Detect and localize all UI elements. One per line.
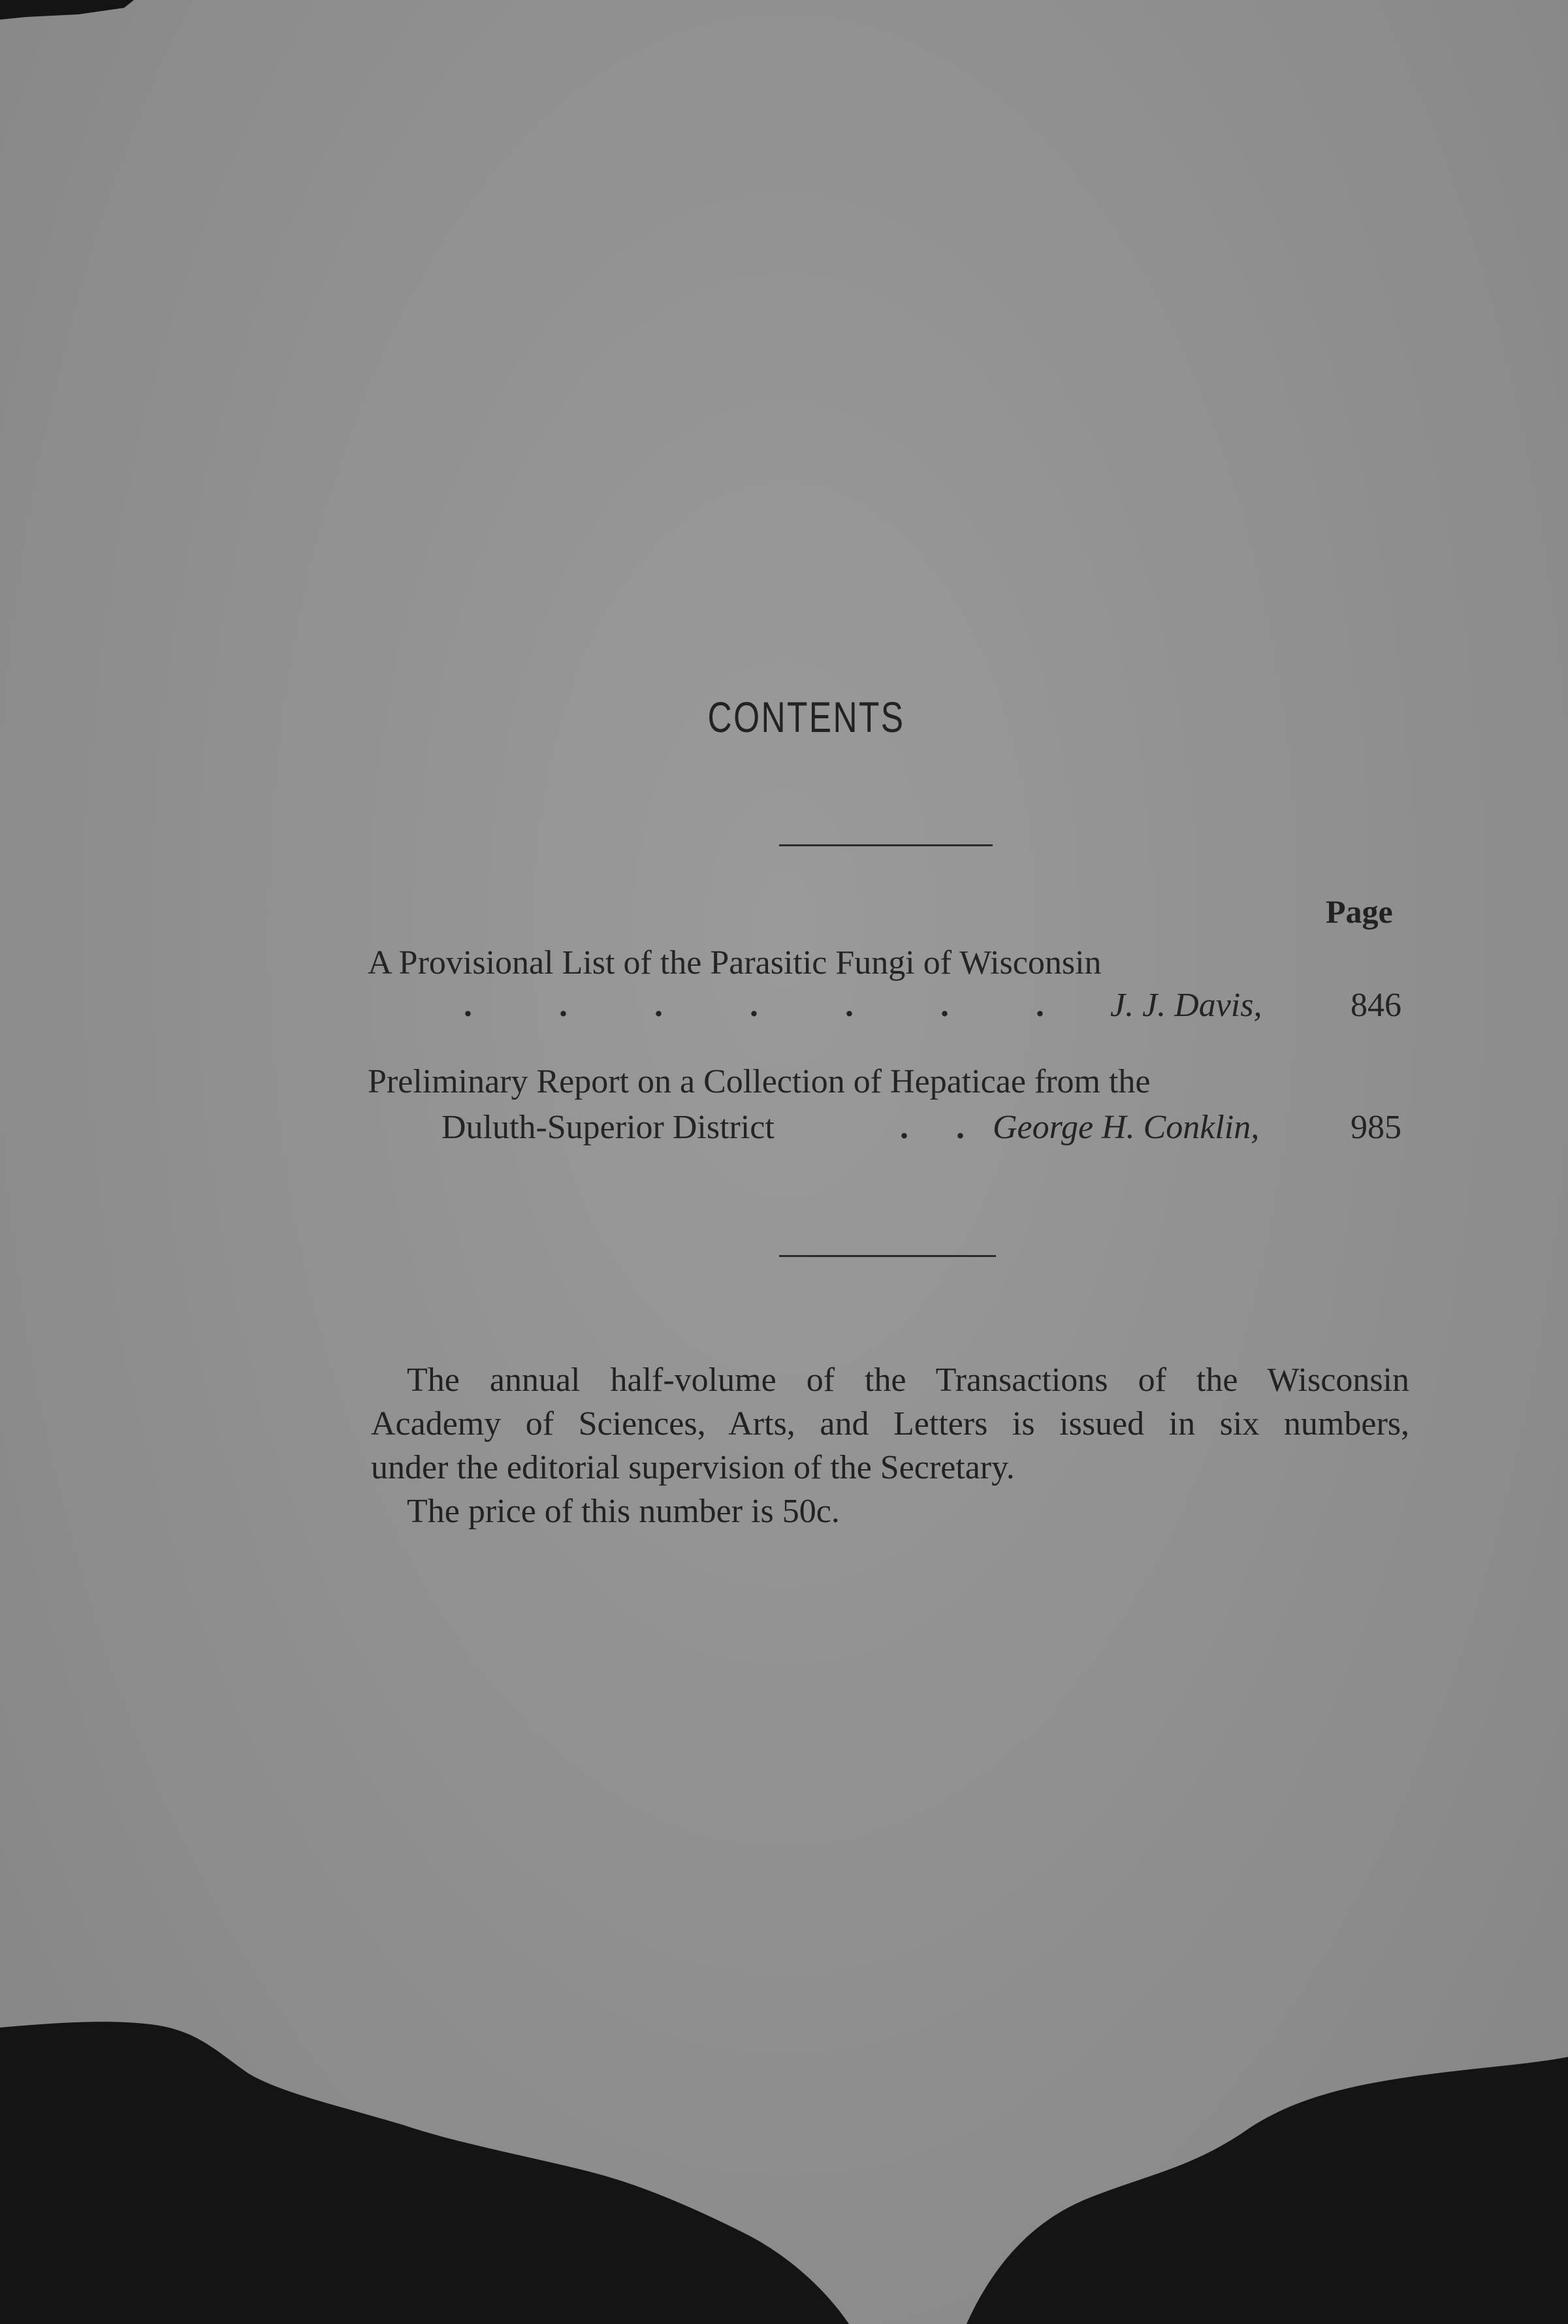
entry-2-title-line1: Preliminary Report on a Collection of Hepaticae from the bbox=[368, 1063, 1151, 1100]
entry-1-author: J. J. Davis, bbox=[1110, 987, 1262, 1024]
page-column-label: Page bbox=[1326, 893, 1393, 930]
publication-notice bbox=[371, 1358, 1409, 1533]
entry-2-title-line2: Duluth-Superior District bbox=[441, 1109, 775, 1146]
entry-1-page: 846 bbox=[1351, 987, 1401, 1024]
divider-bottom bbox=[779, 1255, 996, 1257]
notice-line-2: Academy of Sciences, Arts, and Letters is issued in six numbers, bbox=[371, 1405, 1409, 1442]
divider-top bbox=[779, 844, 993, 846]
contents-heading: CONTENTS bbox=[707, 693, 905, 741]
notice-line-1: The annual half-volume of the Transactions of the Wisconsin bbox=[407, 1361, 1409, 1399]
entry-1-leader: . . . . . . . bbox=[464, 987, 1083, 1024]
price-line: The price of this number is 50c. bbox=[407, 1493, 840, 1530]
entry-2-leader: . . bbox=[900, 1109, 984, 1146]
entry-2-author: George H. Conklin, bbox=[993, 1109, 1260, 1146]
entry-1-title: A Provisional List of the Parasitic Fungi of Wisconsin bbox=[368, 944, 1102, 981]
notice-line-3: under the editorial supervision of the Secretary. bbox=[371, 1449, 1015, 1486]
entry-2-page: 985 bbox=[1351, 1109, 1401, 1146]
